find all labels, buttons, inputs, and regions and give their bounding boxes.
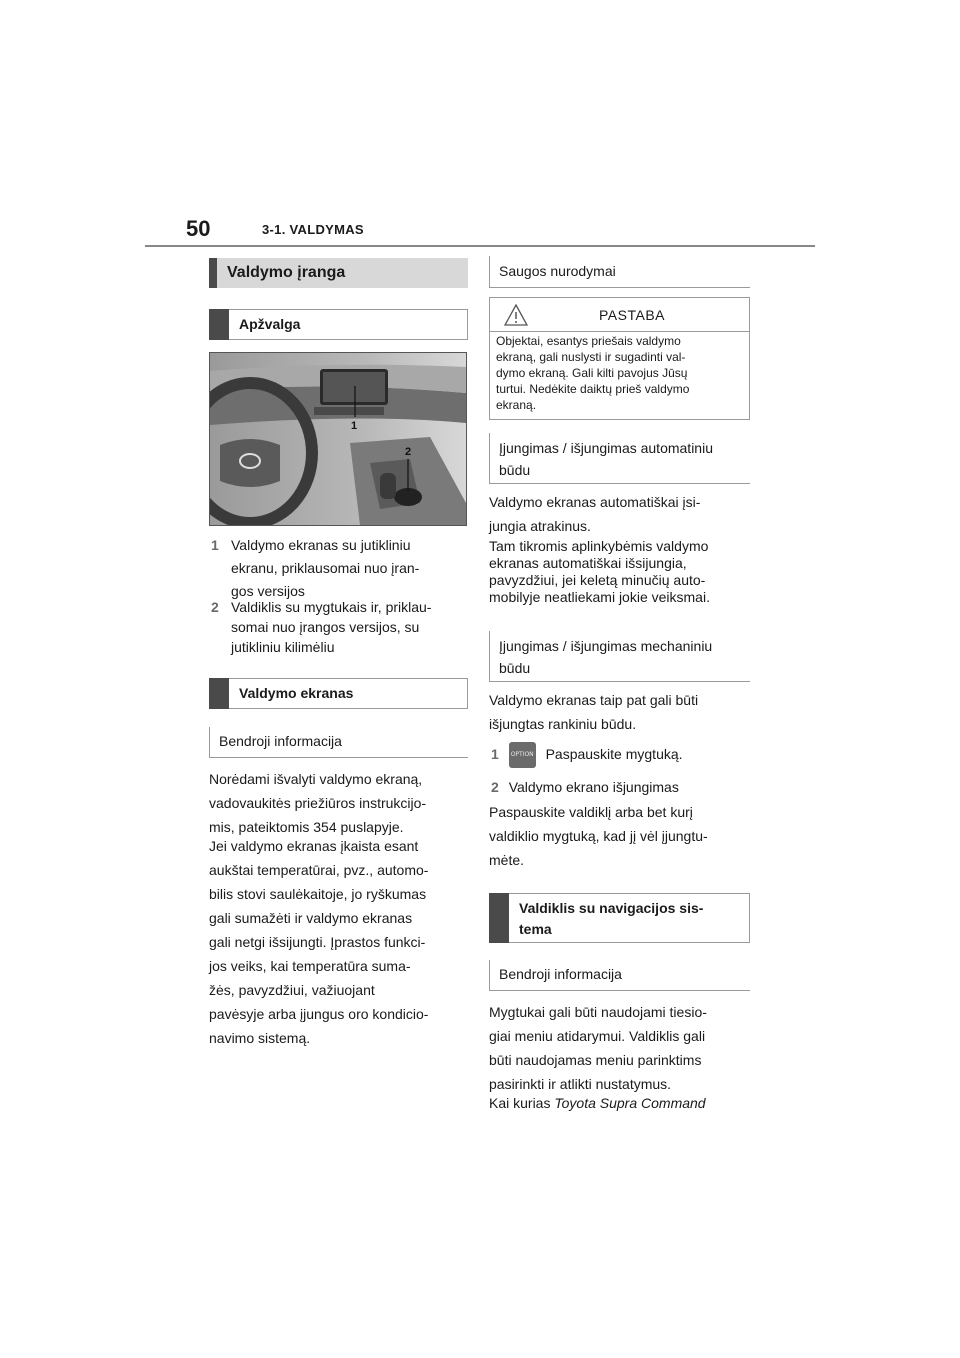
text-line: išjungtas rankiniu būdu. [489,716,637,732]
subheading-auto-switch [489,433,750,484]
subsection-title-overview: Apžvalga [209,309,468,340]
item-text: ekranu, priklausomai nuo įran- [231,560,420,576]
text-line: turtui. Nedėkite daiktų prieš valdymo [496,382,690,396]
item-text: somai nuo įrangos versijos, su [231,619,420,635]
step-number: 2 [491,779,499,795]
item-number: 2 [211,599,219,615]
subsection-title-navigation [489,893,750,943]
text-line: pavėsyje arba įjungus oro kondicio- [209,1006,429,1022]
text-line: giai meniu atidarymui. Valdiklis gali [489,1028,706,1044]
text-line: Paspauskite valdiklį arba bet kurį [489,804,693,820]
text-line: Valdymo ekranas automatiškai įsi- [489,494,701,510]
paragraph-temperature [209,834,479,1050]
text-line: valdiklio mygtuką, kad jį vėl įjungtu- [489,828,708,844]
warning-triangle-icon [504,304,528,326]
text-line: Tam tikromis aplinkybėmis valdymo [489,538,709,554]
text-line: ekraną. [496,398,537,412]
page-number: 50 [186,216,211,241]
step-1 [491,741,761,768]
text-line: mobilyje neatliekami jokie veiksmai. [489,589,710,605]
text-line: navimo sistemą. [209,1030,311,1046]
paragraph-manual [489,688,759,736]
product-name: Toyota Supra Command [554,1095,706,1111]
text-line: gali netgi išsijungti. Įprastos funkci- [209,934,426,950]
dashboard-illustration [210,353,466,525]
text-line: mėte. [489,852,525,868]
callout-1: 1 [351,420,358,432]
item-text: jutikliniu kilimėliu [231,639,335,655]
item-text: Valdiklis su mygtukais ir, priklau- [231,599,432,615]
subheading-safety: Saugos nurodymai [489,256,750,288]
step-text: Valdymo ekrano išjungimas [508,779,679,795]
text-line: žės, pavyzdžiui, važiuojant [209,982,375,998]
header-divider [145,245,815,247]
text-line: gali sumažėti ir valdymo ekranas [209,910,413,926]
text-line: ekranas automatiškai išsijungia, [489,555,687,571]
list-item [211,597,471,667]
option-button-icon: OPTION [509,742,536,768]
paragraph-auto-on [489,490,759,538]
paragraph-cleaning [209,767,479,839]
text-line: Objektai, esantys priešais valdymo [496,334,681,348]
text-line: tema [519,921,552,937]
text-line: būti naudojamas meniu parinktims [489,1052,702,1068]
text-line: mis, pateiktomis 354 puslapyje. [209,819,404,835]
text-line: Įjungimas / išjungimas mechaniniu [499,638,713,654]
text-line: Norėdami išvalyti valdymo ekraną, [209,771,423,787]
item-number: 1 [211,537,219,553]
step-2 [491,775,761,799]
text-line: jos veiks, kai temperatūra suma- [209,958,411,974]
text-line: ekraną, gali nuslysti ir sugadinti val- [496,350,686,364]
warning-text [496,333,741,413]
text-line: pasirinkti ir atlikti nustatymus. [489,1076,672,1092]
subheading-general-info-2: Bendroji informacija [489,960,750,991]
step-number: 1 [491,746,499,762]
text-line: Valdiklis su navigacijos sis- [519,900,704,916]
paragraph-command [489,1091,759,1115]
text-line: Mygtukai gali būti naudojami tiesio- [489,1004,707,1020]
text-line: būdu [499,462,531,478]
text-fragment: Kai kurias [489,1095,555,1111]
section-title: Valdymo įranga [209,258,468,288]
text-line: Įjungimas / išjungimas automatiniu [499,440,713,456]
chapter-title: 3-1. VALDYMAS [262,222,364,237]
item-text: Valdymo ekranas su jutikliniu [231,537,411,553]
text-line: pavyzdžiui, jei keletą minučių auto- [489,572,706,588]
subheading-manual-switch [489,631,750,682]
paragraph-reactivate [489,800,759,872]
item-text: gos versijos [231,583,305,599]
text-line: Valdymo ekranas taip pat gali būti [489,692,699,708]
warning-title: PASTABA [599,307,666,323]
callout-2: 2 [405,446,412,458]
paragraph-navigation [489,1000,759,1096]
text-line: aukštai temperatūrai, pvz., automo- [209,862,429,878]
subsection-title-screen: Valdymo ekranas [209,678,468,709]
paragraph-auto-off [489,538,759,606]
text-line: jungia atrakinus. [489,518,591,534]
text-line: bilis stovi saulėkaitoje, jo ryškumas [209,886,427,902]
step-text: Paspauskite mygtuką. [545,746,683,762]
subheading-general-info: Bendroji informacija [209,727,468,758]
list-item [211,534,471,604]
text-line: dymo ekraną. Gali kilti pavojus Jūsų [496,366,688,380]
figure-dashboard [209,352,467,526]
text-line: būdu [499,660,531,676]
warning-box [489,297,750,420]
text-line: vadovaukitės priežiūros instrukcijo- [209,795,427,811]
text-line: Jei valdymo ekranas įkaista esant [209,838,419,854]
